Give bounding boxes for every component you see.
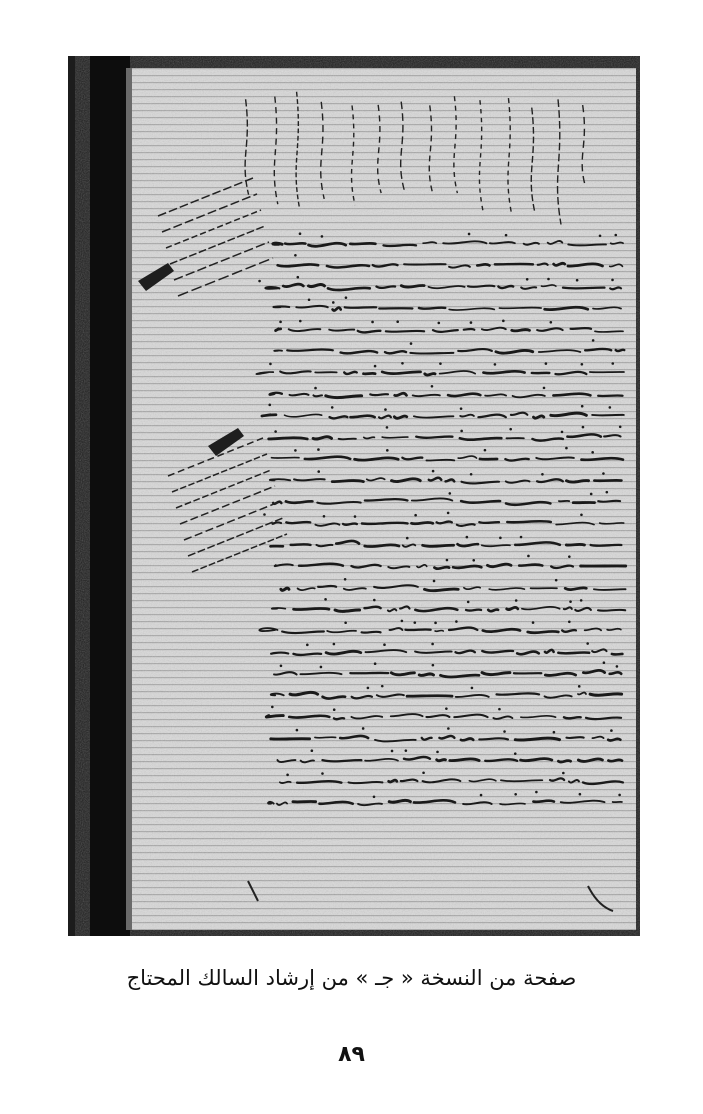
page-number: ٨٩ bbox=[338, 1042, 365, 1067]
manuscript-image bbox=[68, 56, 640, 936]
manuscript-drawing bbox=[68, 56, 640, 936]
figure-caption: صفحة من النسخة « جـ » من إرشاد السالك المحتاج bbox=[126, 966, 577, 990]
